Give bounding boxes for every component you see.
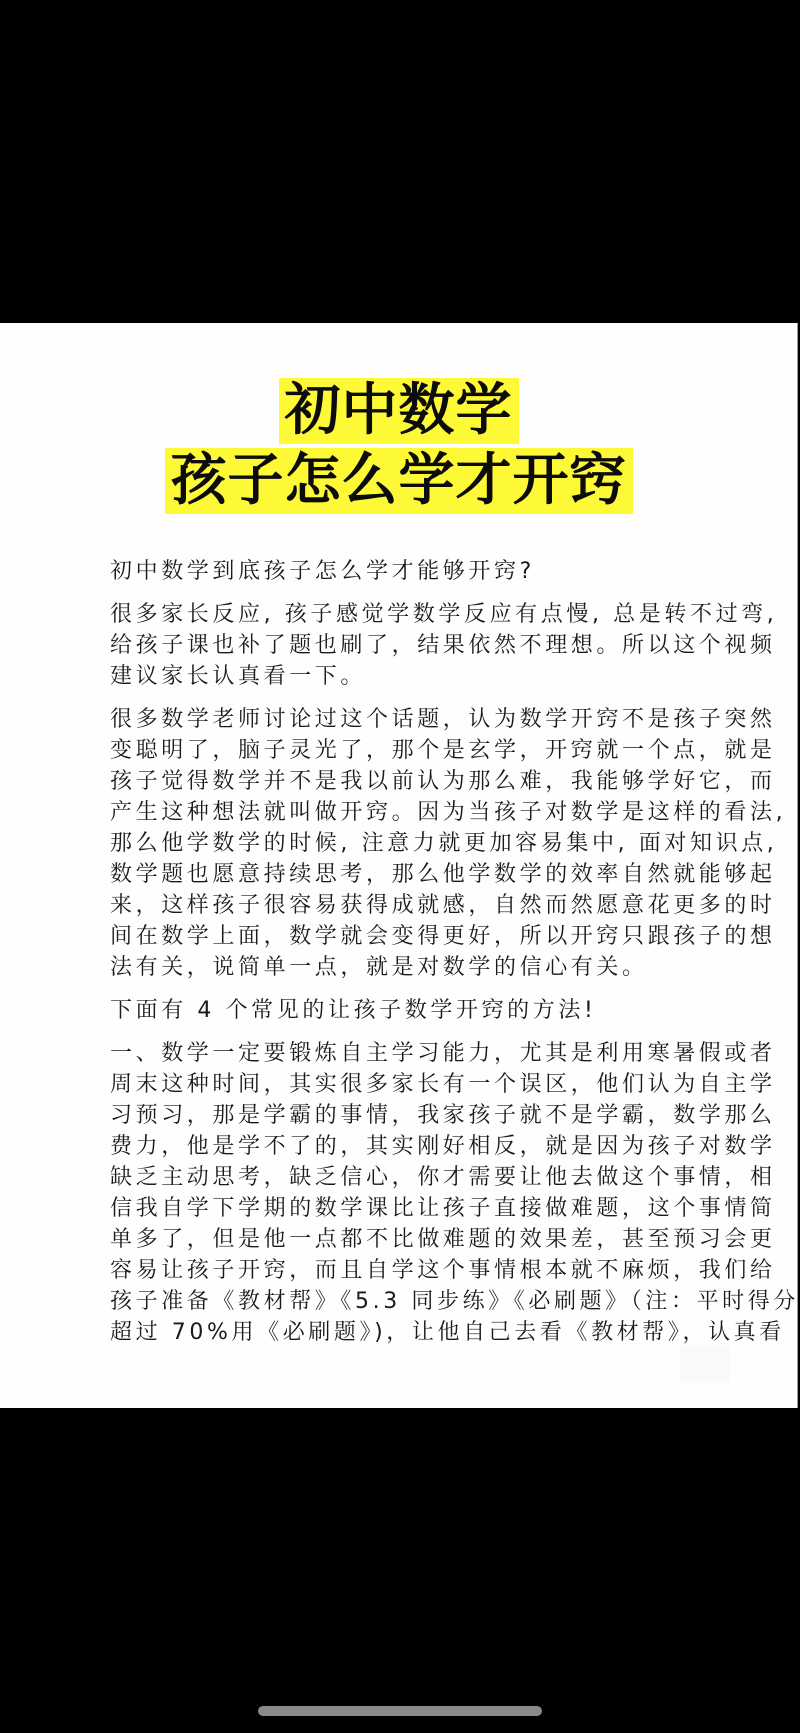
title-banner	[0, 378, 797, 514]
text-line: 变聪明了，脑子灵光了，那个是玄学，开窍就一个点，就是	[110, 738, 776, 763]
text-line: 信我自学下学期的数学课比让孩子直接做难题，这个事情简	[110, 1196, 776, 1221]
text-line: 很多家长反应, 孩子感觉学数学反应有点慢, 总是转不过弯,	[110, 602, 778, 627]
title-line-2: 孩子怎么学才开窍	[165, 448, 633, 514]
text-line: 缺乏主动思考，缺乏信心，你才需要让他去做这个事情，相	[110, 1165, 776, 1190]
home-indicator-bar[interactable]	[258, 1706, 542, 1716]
text-line: 孩子觉得数学并不是我以前认为那么难，我能够学好它，而	[110, 769, 776, 794]
text-line: 孩子准备《教材帮》《5.3 同步练》《必刷题》（注：平时得分	[110, 1289, 799, 1314]
paragraph-teachers-view	[110, 704, 787, 983]
text-line: 习预习，那是学霸的事情，我家孩子就不是学霸，数学那么	[110, 1103, 776, 1128]
text-line: 周末这种时间，其实很多家长有一个误区，他们认为自主学	[110, 1072, 776, 1097]
text-line: 超过 70%用《必刷题》)，让他自己去看《教材帮》，认真看	[110, 1320, 785, 1345]
paragraph-method-one	[110, 1038, 799, 1348]
text-line: 法有关，说简单一点，就是对数学的信心有关。	[110, 955, 648, 980]
article-page	[0, 323, 798, 1408]
text-line: 初中数学到底孩子怎么学才能够开窍?	[110, 559, 535, 584]
text-line: 一、数学一定要锻炼自主学习能力，尤其是利用寒暑假或者	[110, 1041, 776, 1066]
text-line: 建议家长认真看一下。	[110, 664, 367, 689]
text-line: 那么他学数学的时候, 注意力就更加容易集中, 面对知识点,	[110, 831, 778, 856]
article-body	[110, 556, 799, 1360]
text-line: 很多数学老师讨论过这个话题，认为数学开窍不是孩子突然	[110, 707, 776, 732]
text-line: 数学题也愿意持续思考，那么他学数学的效率自然就能够起	[110, 862, 776, 887]
text-line: 单多了，但是他一点都不比做难题的效果差，甚至预习会更	[110, 1227, 776, 1252]
text-line: 给孩子课也补了题也刷了，结果依然不理想。所以这个视频	[110, 633, 776, 658]
text-line: 间在数学上面，数学就会变得更好，所以开窍只跟孩子的想	[110, 924, 776, 949]
faint-watermark	[680, 1345, 730, 1383]
text-line: 费力，他是学不了的，其实刚好相反，就是因为孩子对数学	[110, 1134, 776, 1159]
text-line: 产生这种想法就叫做开窍。因为当孩子对数学是这样的看法,	[110, 800, 787, 825]
text-line: 容易让孩子开窍，而且自学这个事情根本就不麻烦，我们给	[110, 1258, 776, 1283]
text-line: 下面有 4 个常见的让孩子数学开窍的方法!	[110, 998, 597, 1023]
title-line-1: 初中数学	[279, 378, 519, 444]
paragraph-methods-intro	[110, 995, 710, 1026]
paragraph-parents-feedback	[110, 599, 778, 692]
paragraph-question	[110, 556, 710, 587]
text-line: 来，这样孩子很容易获得成就感，自然而然愿意花更多的时	[110, 893, 776, 918]
